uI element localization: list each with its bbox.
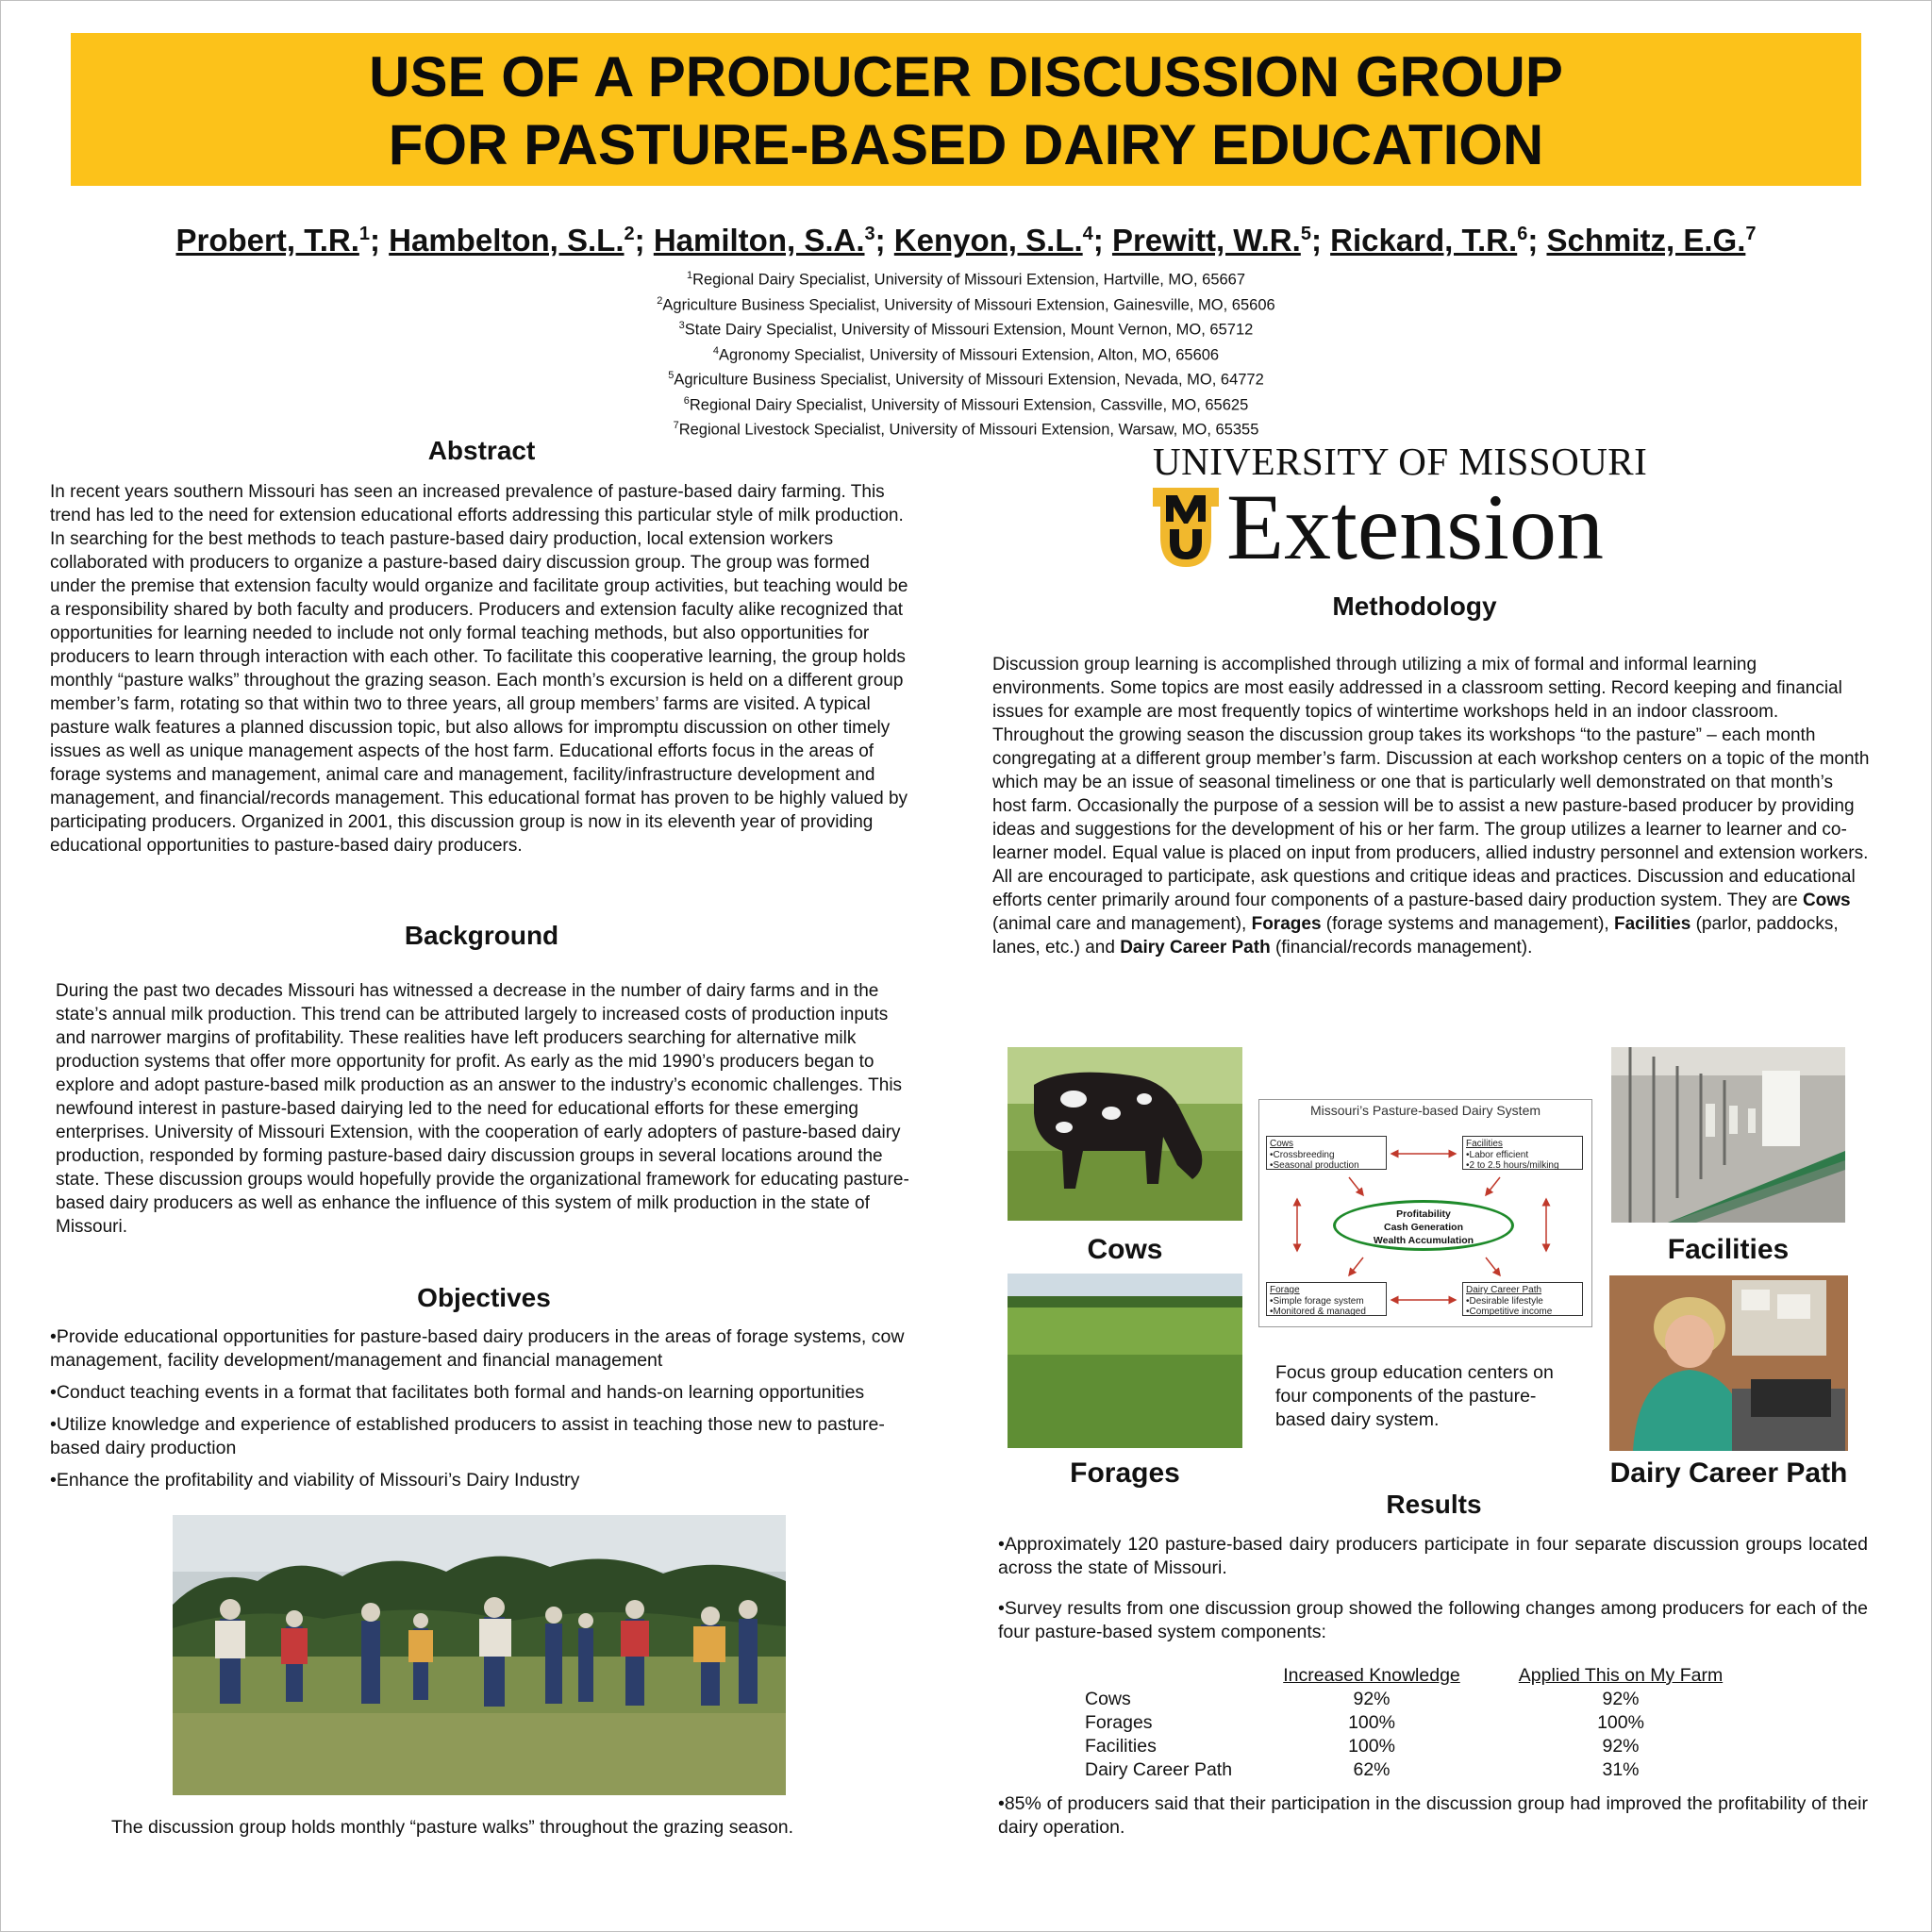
methodology-forages: Forages xyxy=(1251,914,1322,934)
diagram-box-line: •Simple forage system xyxy=(1270,1295,1364,1307)
table-cell: 100% xyxy=(1597,1712,1644,1733)
affiliation-sup: 5 xyxy=(668,370,675,381)
methodology-career-desc: (financial/records management). xyxy=(1270,938,1533,958)
results-table-header xyxy=(1085,1664,1762,1688)
affiliation xyxy=(0,291,1932,316)
diagram-box-line: •Crossbreeding xyxy=(1270,1149,1335,1160)
affiliation-list xyxy=(0,265,1932,441)
objectives-list xyxy=(50,1325,927,1501)
results-table xyxy=(1085,1664,1762,1782)
affiliation-text: Agronomy Specialist, University of Missouri Extension, Alton, MO, 65606 xyxy=(719,346,1220,363)
table-row-label: Forages xyxy=(1085,1712,1153,1733)
author-name: Hamilton, S.A. xyxy=(653,223,865,258)
table-row xyxy=(1085,1688,1762,1711)
abstract-heading: Abstract xyxy=(427,436,536,465)
methodology-facilities: Facilities xyxy=(1614,914,1691,934)
background-heading: Background xyxy=(404,921,559,950)
table-row xyxy=(1085,1711,1762,1735)
affiliation xyxy=(0,341,1932,366)
affiliation-text: Regional Dairy Specialist, University of Missouri Extension, Hartville, MO, 65667 xyxy=(692,271,1246,289)
focus-caption: Focus group education centers on four components of the pasture-based dairy system. xyxy=(1275,1362,1554,1430)
affiliation-sup: 2 xyxy=(657,294,663,307)
results-text xyxy=(998,1533,1868,1644)
facilities-photo xyxy=(1611,1047,1845,1223)
pasture-dairy-system-diagram xyxy=(1258,1099,1592,1327)
diagram-box-line: •2 to 2.5 hours/milking xyxy=(1466,1160,1559,1171)
table-cell: 62% xyxy=(1353,1759,1391,1780)
diagram-box-line: •Desirable lifestyle xyxy=(1466,1295,1543,1307)
university-extension-logo xyxy=(1153,440,1676,579)
methodology-career: Dairy Career Path xyxy=(1120,938,1271,958)
methodology-heading: Methodology xyxy=(1332,591,1497,621)
affiliation xyxy=(0,265,1932,291)
objective-item: •Utilize knowledge and experience of established producers to assist in teaching those new to pasture-based dairy production xyxy=(50,1414,885,1458)
diagram-center-line: Cash Generation xyxy=(1383,1222,1464,1233)
affiliation-sup: 1 xyxy=(686,270,693,281)
methodology-facilities-desc: (parlor, paddocks, lanes, etc.) and xyxy=(992,914,1839,958)
table-cell: 100% xyxy=(1348,1712,1395,1733)
methodology-cows-desc: (animal care and management), xyxy=(992,914,1252,934)
diagram-box-head: Forage xyxy=(1270,1285,1300,1295)
objective-item: •Provide educational opportunities for pasture-based dairy producers in the areas of forage systems, cow management, facility development/management and financial management xyxy=(50,1326,905,1371)
table-row xyxy=(1085,1758,1762,1782)
results-bullet-3: •85% of producers said that their participation in the discussion group had improved the profitability of their dairy operation. xyxy=(998,1793,1868,1838)
table-cell: 100% xyxy=(1348,1736,1395,1757)
author-sup: 3 xyxy=(864,224,875,244)
cow-photo xyxy=(1008,1047,1242,1221)
mu-tiger-mark-icon xyxy=(1153,488,1219,567)
author-sup: 1 xyxy=(358,224,370,244)
diagram-box-cows xyxy=(1266,1136,1387,1170)
author-sup: 7 xyxy=(1745,224,1757,244)
affiliation-sup: 7 xyxy=(673,420,679,431)
background-text: During the past two decades Missouri has witnessed a decrease in the number of dairy farms and in the state’s annual milk production. This trend can be attributed largely to increased costs of production inputs and narrower margins of profitability. These realities have left producers searching for alternative milk production systems that offer more opportunity for profit. As early as the mid 1990’s producers began to explore and adopt pasture-based milk production as an answer to the industry’s economic challenges. This newfound interest in pasture-based dairying led to the need for educational efforts for these emerging enterprises. University of Missouri Extension, with the cooperation of early adopters of pasture-based dairy production, responded by forming pasture-based dairy discussion groups in several locations around the state. These discussion groups would hopefully provide the organizational framework for educating pasture-based dairy producers as well as enhance the influence of this system of milk production in the state of Missouri. xyxy=(56,981,909,1237)
methodology-text xyxy=(992,653,1870,959)
author-sup: 4 xyxy=(1082,224,1093,244)
author-name: Kenyon, S.L. xyxy=(893,223,1083,258)
author-name: Probert, T.R. xyxy=(175,223,359,258)
affiliation xyxy=(0,391,1932,416)
table-cell: 92% xyxy=(1602,1689,1640,1709)
forage-photo xyxy=(1008,1274,1242,1448)
affiliation-text: State Dairy Specialist, University of Missouri Extension, Mount Vernon, MO, 65712 xyxy=(684,321,1254,339)
diagram-box-line: •Monitored & managed xyxy=(1270,1307,1366,1317)
methodology-intro: Discussion group learning is accomplished through utilizing a mix of formal and informal learning environments. Some topics are most easily addressed in a classroom setting. Record keeping and financial issues for example are most frequently topics of wintertime workshops held in an indoor classroom. Throughout the growing season the discussion group takes its workshops “to the pasture” – each month congregating at a different group member’s farm. Discussion at each workshop centers on a topic of the month which may be an issue of seasonal timeliness or one that is particularly well demonstrated on that month’s host farm. Occasionally the purpose of a session will be to assist a new pasture-based producer by providing ideas and suggestions for the development of his or her farm. The group utilizes a learner to learner and co-learner model. Equal value is placed on input from producers, allied industry personnel and extension workers. All are encouraged to participate, ask questions and critique ideas and practices. Discussion and educational efforts center primarily around four components of a pasture-based dairy production system. They are xyxy=(992,655,1870,910)
diagram-box-head: Dairy Career Path xyxy=(1466,1285,1542,1295)
affiliation-text: Agriculture Business Specialist, University of Missouri Extension, Gainesville, MO, 65606 xyxy=(662,296,1275,313)
author-name: Hambelton, S.L. xyxy=(389,223,625,258)
diagram-box-forage xyxy=(1266,1282,1387,1316)
table-row-label: Facilities xyxy=(1085,1736,1157,1757)
affiliation-text: Regional Dairy Specialist, University of Missouri Extension, Cassville, MO, 65625 xyxy=(689,396,1249,413)
diagram-center-line: Profitability xyxy=(1396,1208,1451,1220)
results-col-header: Increased Knowledge xyxy=(1283,1665,1460,1686)
diagram-box-career xyxy=(1462,1282,1583,1316)
diagram-box-line: •Competitive income xyxy=(1466,1307,1553,1317)
table-cell: 92% xyxy=(1602,1736,1640,1757)
results-bullet-2: •Survey results from one discussion group showed the following changes among producers for each of the four pasture-based system components: xyxy=(998,1598,1868,1642)
logo-university-text: UNIVERSITY OF MISSOURI xyxy=(1153,440,1648,483)
objective-item: •Conduct teaching events in a format that facilitates both formal and hands-on learning opportunities xyxy=(50,1382,865,1403)
pasture-walk-caption: The discussion group holds monthly “pasture walks” throughout the grazing season. xyxy=(111,1817,793,1838)
author-name: Rickard, T.R. xyxy=(1330,223,1518,258)
title-line-1: USE OF A PRODUCER DISCUSSION GROUP xyxy=(369,45,1563,108)
table-row-label: Cows xyxy=(1085,1689,1131,1709)
author-name: Schmitz, E.G. xyxy=(1546,223,1746,258)
affiliation-sup: 3 xyxy=(678,320,685,331)
objectives-heading: Objectives xyxy=(417,1283,551,1312)
affiliation-text: Agriculture Business Specialist, University of Missouri Extension, Nevada, MO, 64772 xyxy=(674,371,1264,389)
abstract-text: In recent years southern Missouri has seen an increased prevalence of pasture-based dairy farming. This trend has led to the need for extension educational efforts addressing this particular style of milk production. In searching for the best methods to teach pasture-based dairy production, local extension workers collaborated with producers to organize a pasture-based dairy discussion group. The group was formed under the premise that extension faculty would organize and facilitate group activities, but teaching would be a responsibility shared by both faculty and producers. Producers and extension faculty alike recognized that opportunities for learning needed to include not only formal teaching methods, but also opportunities for producers to learn through interaction with each other. To facilitate this cooperative learning, the group holds monthly “pasture walks” throughout the grazing season. Each month’s excursion is held on a different group member’s farm, rotating so that within two to three years, all group members’ farms are visited. A typical pasture walk features a planned discussion topic, but also allows for impromptu discussion on other timely issues as well as unique management aspects of the host farm. Educational efforts focus in the areas of forage systems and management, animal care and management, facility/infrastructure development and management, and financial/records management. This educational format has proven to be highly valued by participating producers. Organized in 2001, this discussion group is now in its eleventh year of providing educational opportunities to pasture-based dairy producers. xyxy=(50,482,908,856)
title-banner xyxy=(71,33,1861,186)
author-sup: 2 xyxy=(624,224,635,244)
table-cell: 92% xyxy=(1353,1689,1391,1709)
author-list: Probert, T.R.$^1$; Hambelton, S.L.$^2$; Hamilton, S.A.$^3$; Kenyon, S.L.$^4$; Prewitt, W.R.$^5$; Rickard, T.R.$^6$; Schmitz, E.G.$^7$ xyxy=(175,223,1757,258)
career-photo xyxy=(1609,1275,1848,1451)
facilities-label: Facilities xyxy=(1667,1234,1790,1265)
table-cell: 31% xyxy=(1602,1759,1640,1780)
logo-extension-text: Extension xyxy=(1226,475,1604,579)
career-label: Dairy Career Path xyxy=(1609,1457,1848,1489)
affiliation xyxy=(0,365,1932,391)
title-line-2: FOR PASTURE-BASED DAIRY EDUCATION xyxy=(388,113,1544,176)
affiliation xyxy=(0,315,1932,341)
diagram-box-line: •Labor efficient xyxy=(1466,1149,1529,1160)
affiliation-sup: 4 xyxy=(712,344,720,357)
author-name: Prewitt, W.R. xyxy=(1111,223,1301,258)
cows-label: Cows xyxy=(1087,1234,1163,1265)
diagram-title: Missouri’s Pasture-based Dairy System xyxy=(1309,1103,1541,1118)
forages-label: Forages xyxy=(1070,1457,1180,1489)
diagram-center-ellipse xyxy=(1333,1200,1514,1251)
diagram-box-head: Facilities xyxy=(1466,1139,1503,1149)
diagram-box-head: Cows xyxy=(1270,1139,1294,1149)
table-row xyxy=(1085,1735,1762,1758)
affiliation-sup: 6 xyxy=(683,394,690,407)
results-bullet-1: •Approximately 120 pasture-based dairy producers participate in four separate discussion groups located across the state of Missouri. xyxy=(998,1534,1868,1578)
methodology-forages-desc: (forage systems and management), xyxy=(1321,914,1614,934)
diagram-box-facilities xyxy=(1462,1136,1583,1170)
affiliation-text: Regional Livestock Specialist, University of Missouri Extension, Warsaw, MO, 65355 xyxy=(678,421,1259,439)
results-heading: Results xyxy=(1386,1490,1482,1519)
author-sup: 5 xyxy=(1300,224,1311,244)
methodology-cows: Cows xyxy=(1802,891,1851,910)
results-col-header: Applied This on My Farm xyxy=(1518,1665,1724,1686)
diagram-box-line: •Seasonal production xyxy=(1270,1160,1359,1171)
objective-item: •Enhance the profitability and viability of Missouri’s Dairy Industry xyxy=(50,1470,580,1491)
diagram-center-line: Wealth Accumulation xyxy=(1373,1235,1474,1246)
pasture-walk-photo xyxy=(173,1515,786,1795)
author-sup: 6 xyxy=(1517,224,1528,244)
table-row-label: Dairy Career Path xyxy=(1085,1759,1233,1780)
